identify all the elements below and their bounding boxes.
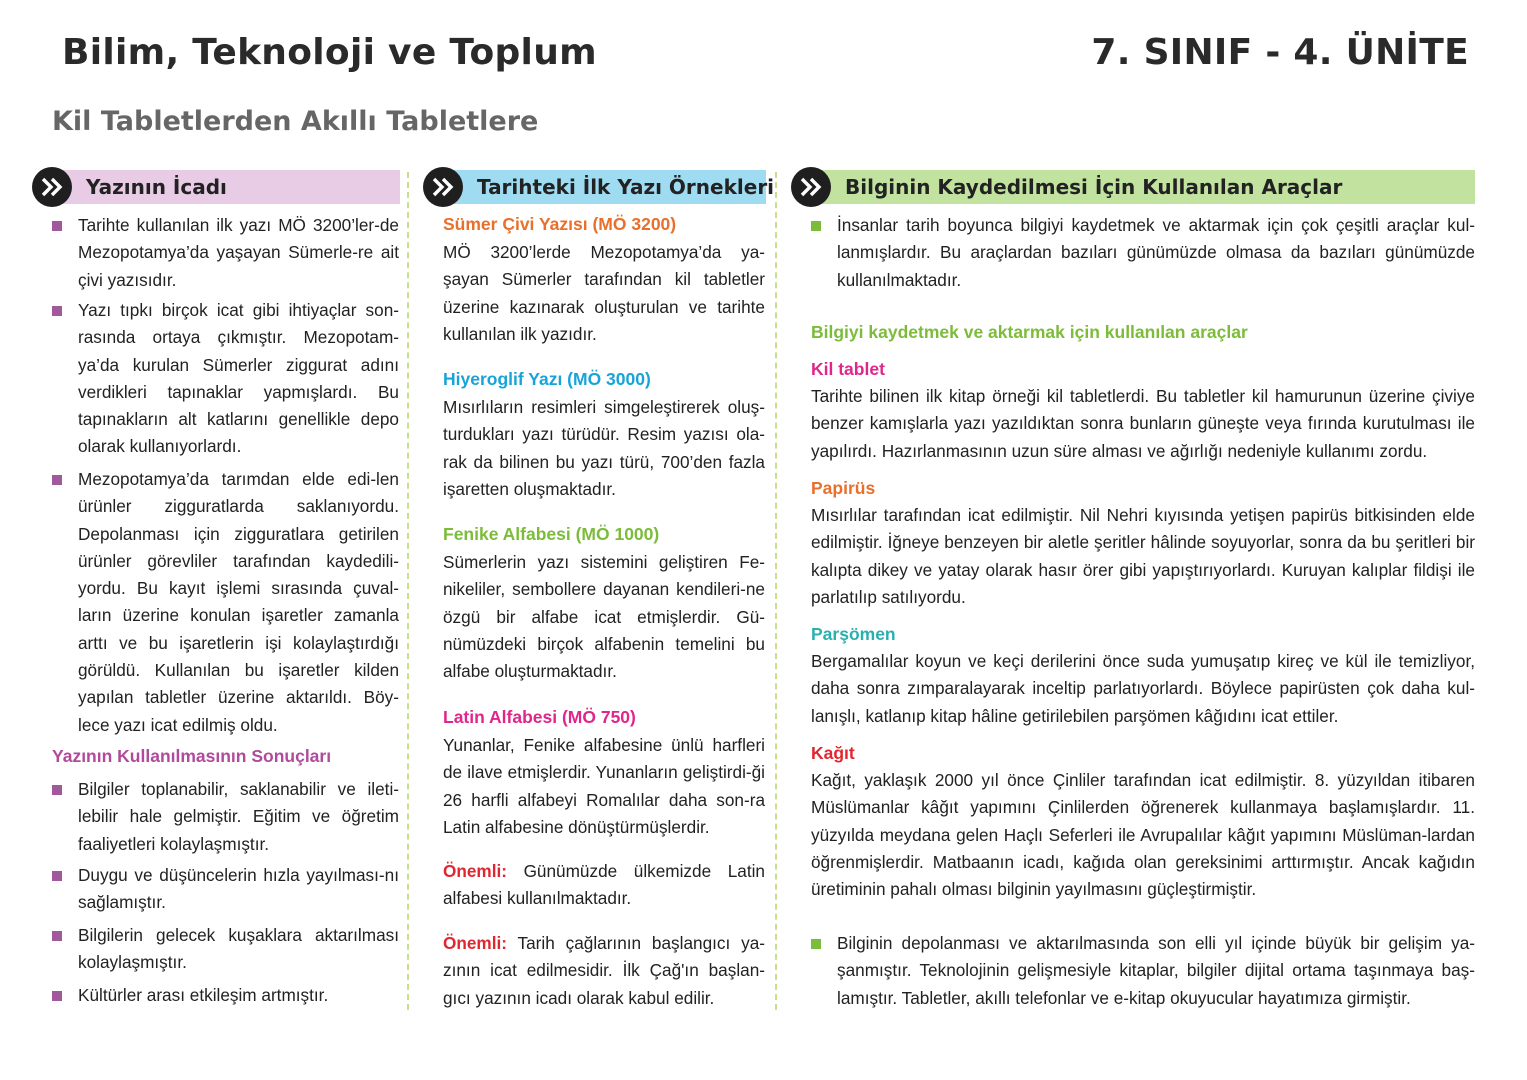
book-title: Bilim, Teknoloji ve Toplum	[62, 32, 597, 73]
col2-heading	[423, 170, 775, 204]
tool-heading: Kağıt	[811, 743, 855, 763]
results-heading: Yazının Kullanılmasının Sonuçları	[52, 746, 332, 766]
column-divider	[775, 172, 777, 1010]
list-item: Bilginin depolanması ve aktarılmasında son elli yıl içinde büyük bir gelişim ya-şanmıştır. Teknolojinin gelişmesiyle kitaplar, bilgiler dijital ortama taşınmaya baş-lamıştır. Tabletler, akıllı telefonlar ve e-kitap okuyucular hayatımıza girmiştir.	[811, 930, 1475, 1012]
bullet-square-icon	[52, 785, 62, 795]
list-item: Kültürler arası etkileşim artmıştır.	[52, 982, 399, 1009]
tool-heading: Papirüs	[811, 478, 876, 498]
tool-body: Bergamalılar koyun ve keçi derilerini önce suda yumuşatıp kireç ve kül ile temizliyor, daha sonra zımparalayarak inceltip parlatıyorlardı. Böylece papirüsten çok daha kul-lanışlı, katlanıp kitap hâline getirilebilen parşömen kâğıdını icat ettiler.	[811, 651, 1475, 726]
col3-title: Bilginin Kaydedilmesi İçin Kullanılan Araçlar	[845, 175, 1343, 199]
bullet-square-icon	[811, 221, 821, 231]
chevron-right-double-icon	[791, 167, 831, 207]
col1-title: Yazının İcadı	[86, 175, 227, 199]
section-heading: Sümer Çivi Yazısı (MÖ 3200)	[443, 214, 677, 234]
section-body: MÖ 3200’lerde Mezopotamya’da ya-şayan Sümerler tarafından kil tabletler üzerine kazınarak oluşturulan ve tarihte kullanılan ilk yazıdır.	[443, 242, 765, 344]
important-note: Önemli: Tarih çağlarının başlangıcı ya-zının icat edilmesidir. İlk Çağ'ın başlan-gıcı yazının icadı olarak kabul edilir.	[443, 933, 765, 1008]
list-item: Mezopotamya’da tarımdan elde edi-len ürünler zigguratlarda saklanıyordu. Depolanması için zigguratlara getirilen ürünler görevliler tarafından kaydedili-yordu. Bu kayıt işlemi sırasında çuval-ların üzerine konulan işaretler zamanla arttı ve bu işaretlerin işi kolaylaştırdığı görüldü. Kullanılan bu işaretler kilden yapılan tabletler üzerine aktarıldı. Böy-lece yazı icat edilmiş oldu.	[52, 466, 399, 739]
tool-heading: Parşömen	[811, 624, 896, 644]
list-item: Duygu ve düşüncelerin hızla yayılması-nı sağlamıştır.	[52, 862, 399, 917]
section-heading: Hiyeroglif Yazı (MÖ 3000)	[443, 369, 651, 389]
tool-body: Mısırlılar tarafından icat edilmiştir. Nil Nehri kıyısında yetişen papirüs bitkisinden elde edilmiştir. İğneye benzeyen bir aletle şeritler hâlinde soyuyorlar, sonra da bu şeritleri bir kalıpta dikey ve yatay olarak hasır örer gibi yapıştırıyorlardı. Kuruyan kalıplar fildişi ile parlatılıp satılıyordu.	[811, 505, 1475, 607]
list-item: Bilgiler toplanabilir, saklanabilir ve ileti-lebilir hale gelmiştir. Eğitim ve öğretim faaliyetleri kolaylaşmıştır.	[52, 776, 399, 858]
bullet-square-icon	[52, 306, 62, 316]
section-body: Mısırlıların resimleri simgeleştirerek oluş-turdukları yazı türüdür. Resim yazısı ola-rak da bilinen bu yazı türü, 700’den fazla işaretten oluşmaktadır.	[443, 397, 765, 499]
section-body: Sümerlerin yazı sistemini geliştiren Fe-nikeliler, sembollere dayanan kendileri-ne özgü bir alfabe icat etmişlerdir. Gü-nümüzdeki birçok alfabenin temelini bu alfabe oluşturmaktadır.	[443, 552, 765, 682]
list-item: Bilgilerin gelecek kuşaklara aktarılması kolaylaşmıştır.	[52, 922, 399, 977]
column-divider	[407, 172, 409, 1010]
bullet-square-icon	[811, 939, 821, 949]
section-body: Yunanlar, Fenike alfabesine ünlü harfleri de ilave etmişlerdir. Yunanların geliştirdi-ği 26 harfli alfabeyi Romalılar daha son-ra Latin alfabesine dönüştürmüşlerdir.	[443, 735, 765, 837]
tools-heading: Bilgiyi kaydetmek ve aktarmak için kullanılan araçlar	[811, 322, 1248, 342]
tool-body: Tarihte bilinen ilk kitap örneği kil tabletlerdi. Bu tabletler kil hamurunun üzerine çiviye benzer kamışlarla yazı yazıldıktan sonra bunların güneşte veya fırında kurutulması ile yapılırdı. Hazırlanmasının uzun süre alması ve ağırlığı nedeniyle kullanımı zordu.	[811, 386, 1475, 461]
section-heading: Latin Alfabesi (MÖ 750)	[443, 707, 636, 727]
chevron-right-double-icon	[423, 167, 463, 207]
unit-label: 7. SINIF - 4. ÜNİTE	[1091, 32, 1469, 73]
tool-body: Kağıt, yaklaşık 2000 yıl önce Çinliler tarafından icat edilmiştir. 8. yüzyıldan itibaren Müslümanlar kâğıt yapımını Çinlilerden öğrenerek kullanmaya başlamışlardır. 11. yüzyılda meydana gelen Haçlı Seferleri ile Avrupalılar kâğıt yapımını Müslüman-lardan öğrenmişlerdir. Matbaanın icadı, kağıda olan gereksinimi arttırmıştır. Ancak kağıdın üretiminin pahalı olması bilginin yayılmasını güçleştirmiştir.	[811, 770, 1475, 900]
col2-title: Tarihteki İlk Yazı Örnekleri	[477, 175, 775, 199]
list-item: İnsanlar tarih boyunca bilgiyi kaydetmek ve aktarmak için çok çeşitli araçlar kul-lanmışlardır. Bu araçlardan bazıları günümüzde olmasa da bazıları günümüzde kullanılmaktadır.	[811, 212, 1475, 294]
chevron-right-double-icon	[32, 167, 72, 207]
bullet-square-icon	[52, 871, 62, 881]
bullet-square-icon	[52, 475, 62, 485]
bullet-square-icon	[52, 991, 62, 1001]
list-item: Yazı tıpkı birçok icat gibi ihtiyaçlar son-rasında ortaya çıkmıştır. Mezopotam-ya’da kurulan Sümerler ziggurat adını verdikleri tapınaklar yapmışlardı. Bu tapınakların alt katlarını genellikle depo olarak kullanıyorlardı.	[52, 297, 399, 461]
bullet-square-icon	[52, 931, 62, 941]
section-heading: Fenike Alfabesi (MÖ 1000)	[443, 524, 660, 544]
bullet-square-icon	[52, 221, 62, 231]
col3-heading	[791, 170, 1475, 204]
col1-heading	[32, 170, 400, 204]
list-item: Tarihte kullanılan ilk yazı MÖ 3200’ler-de Mezopotamya’da yaşayan Sümerle-re ait çivi yazısıdır.	[52, 212, 399, 294]
page-subtitle: Kil Tabletlerden Akıllı Tabletlere	[52, 106, 539, 137]
important-note: Önemli: Günümüzde ülkemizde Latin alfabesi kullanılmaktadır.	[443, 861, 765, 909]
tool-heading: Kil tablet	[811, 359, 885, 379]
